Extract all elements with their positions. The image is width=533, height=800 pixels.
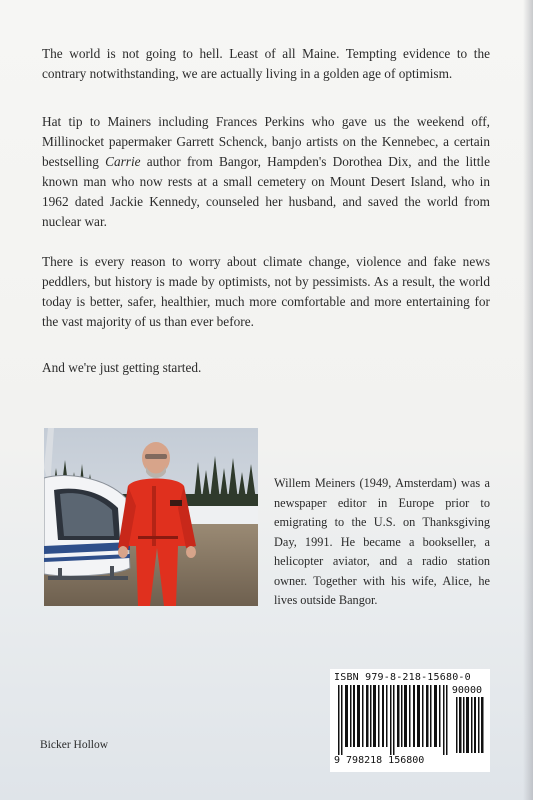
author-bio [274, 474, 490, 611]
paragraph-text: And we're just getting started. [42, 360, 202, 375]
publisher-name: Bicker Hollow [40, 739, 109, 751]
paragraph-text-part: Hat tip to Mainers including Frances Perkins who gave us the weekend off, Millinocket papermaker Garrett Schenck, banjo artists on the Kennebec, a certain bestselling [42, 114, 490, 169]
barcode-digits: 9 798218 156800 [334, 755, 425, 766]
book-title-italic: Carrie [105, 154, 141, 169]
paragraph-opening [42, 44, 490, 84]
cover-edge-shadow [523, 0, 533, 800]
paragraph-reason [42, 252, 490, 332]
author-photo [44, 428, 258, 606]
paragraph-hat-tip [42, 112, 490, 232]
price-code: 90000 [451, 685, 482, 696]
paragraph-closing [42, 358, 490, 378]
barcode-addon-bars [456, 697, 484, 753]
paragraph-text-part: author from Bangor, Hampden's Dorothea Dix, and the little known man who now rests at a small cemetery on Mount Desert Island, who in 1962 dated Jackie Kennedy, counseled her husband, and saved the world from nuclear war. [42, 154, 491, 229]
isbn-barcode [330, 669, 490, 772]
isbn-text: ISBN 979-8-218-15680-0 [334, 672, 471, 683]
paragraph-text [42, 112, 490, 232]
paragraph-text: There is every reason to worry about climate change, violence and fake news peddlers, but history is made by optimists, not by pessimists. As a result, the world today is better, safer, healthier, much more comfortable and more entertaining for the vast majority of us than ever before. [42, 254, 490, 329]
paragraph-text: The world is not going to hell. Least of all Maine. Tempting evidence to the contrary notwithstanding, we are actually living in a golden age of optimism. [42, 46, 490, 81]
author-bio-text: Willem Meiners (1949, Amsterdam) was a newspaper editor in Europe prior to emigrating to the U.S. on Thanksgiving Day, 1991. He became a bookseller, a helicopter aviator, and a radio station owner. Together with his wife, Alice, he lives outside Bangor. [274, 476, 490, 607]
barcode-bars [338, 685, 454, 755]
